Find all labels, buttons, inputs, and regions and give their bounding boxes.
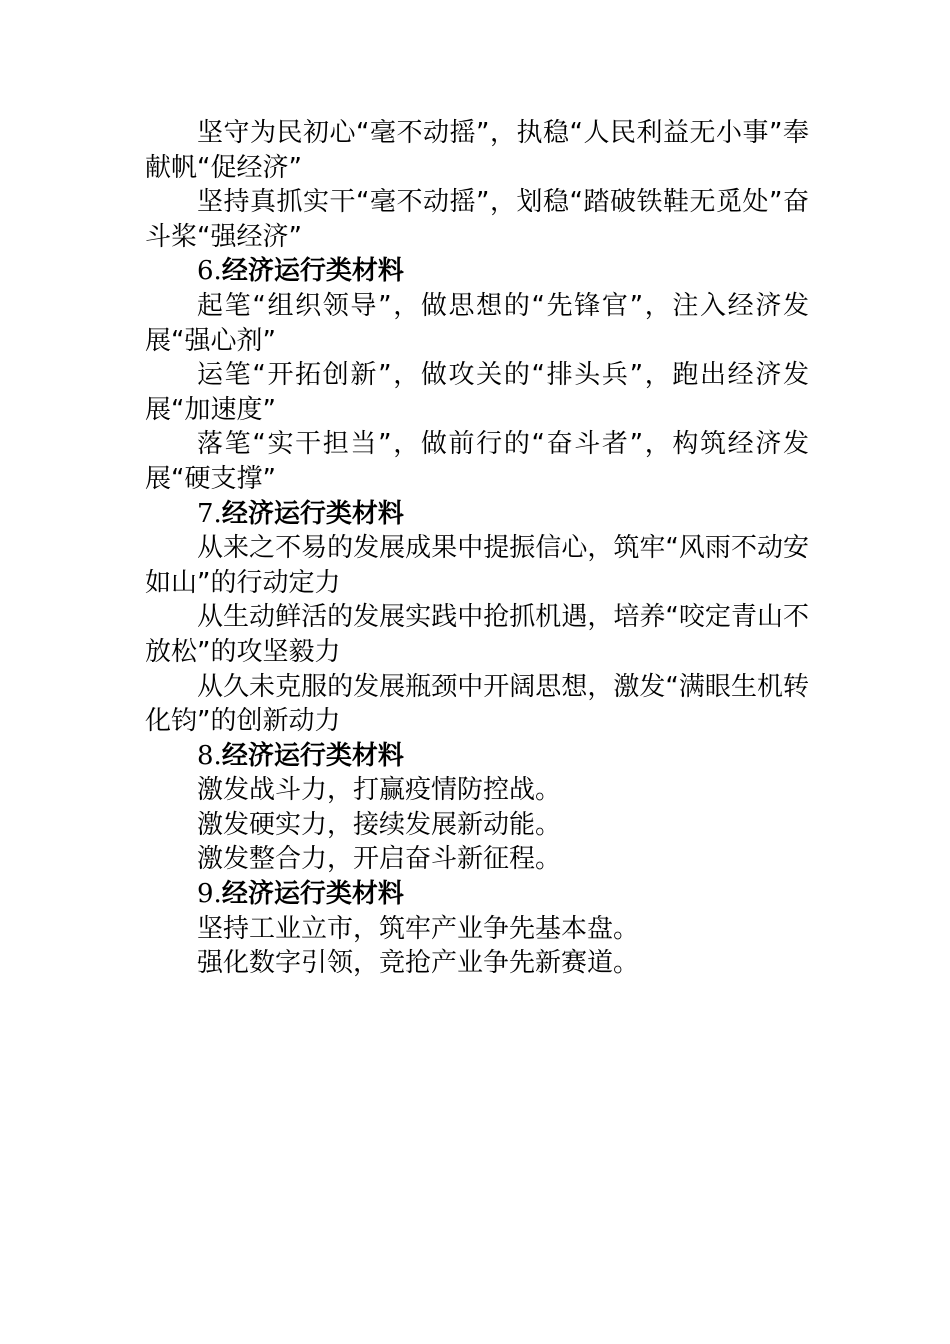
paragraph: 运笔“开拓创新”，做攻关的“排头兵”，跑出经济发展“加速度” <box>145 360 809 425</box>
paragraph: 激发硬实力，接续发展新动能。 <box>197 809 562 840</box>
section-number: 6. <box>197 256 222 287</box>
section-heading <box>145 497 809 532</box>
section-heading <box>145 254 809 289</box>
paragraph: 落笔“实干担当”，做前行的“奋斗者”，构筑经济发展“硬支撑” <box>145 429 809 494</box>
paragraph: 坚持工业立市，筑牢产业争先基本盘。 <box>197 913 640 944</box>
section-title: 经济运行类材料 <box>221 740 404 771</box>
paragraph: 坚守为民初心“毫不动摇”，执稳“人民利益无小事”奉献帆“促经济” <box>145 118 809 183</box>
section-number: 7. <box>197 498 222 529</box>
document-body <box>145 116 809 981</box>
paragraph: 从生动鲜活的发展实践中抢抓机遇，培养“咬定青山不放松”的攻坚毅力 <box>145 602 809 667</box>
section-title: 经济运行类材料 <box>221 256 404 287</box>
paragraph: 强化数字引领，竞抢产业争先新赛道。 <box>197 948 640 979</box>
section-heading <box>145 877 809 912</box>
section-number: 9. <box>197 879 222 910</box>
section-heading <box>145 739 809 774</box>
paragraph: 起笔“组织领导”，做思想的“先锋官”，注入经济发展“强心剂” <box>145 290 809 356</box>
section-title: 经济运行类材料 <box>221 498 404 529</box>
paragraph: 坚持真抓实干“毫不动摇”，划稳“踏破铁鞋无觅处”奋斗桨“强经济” <box>145 187 809 252</box>
paragraph: 激发整合力，开启奋斗新征程。 <box>197 844 562 875</box>
paragraph: 激发战斗力，打赢疫情防控战。 <box>197 775 562 806</box>
paragraph: 从久未克服的发展瓶颈中开阔思想，激发“满眼生机转化钧”的创新动力 <box>145 671 809 737</box>
section-number: 8. <box>197 740 222 771</box>
section-title: 经济运行类材料 <box>221 879 404 910</box>
paragraph: 从来之不易的发展成果中提振信心，筑牢“风雨不动安如山”的行动定力 <box>145 533 809 598</box>
